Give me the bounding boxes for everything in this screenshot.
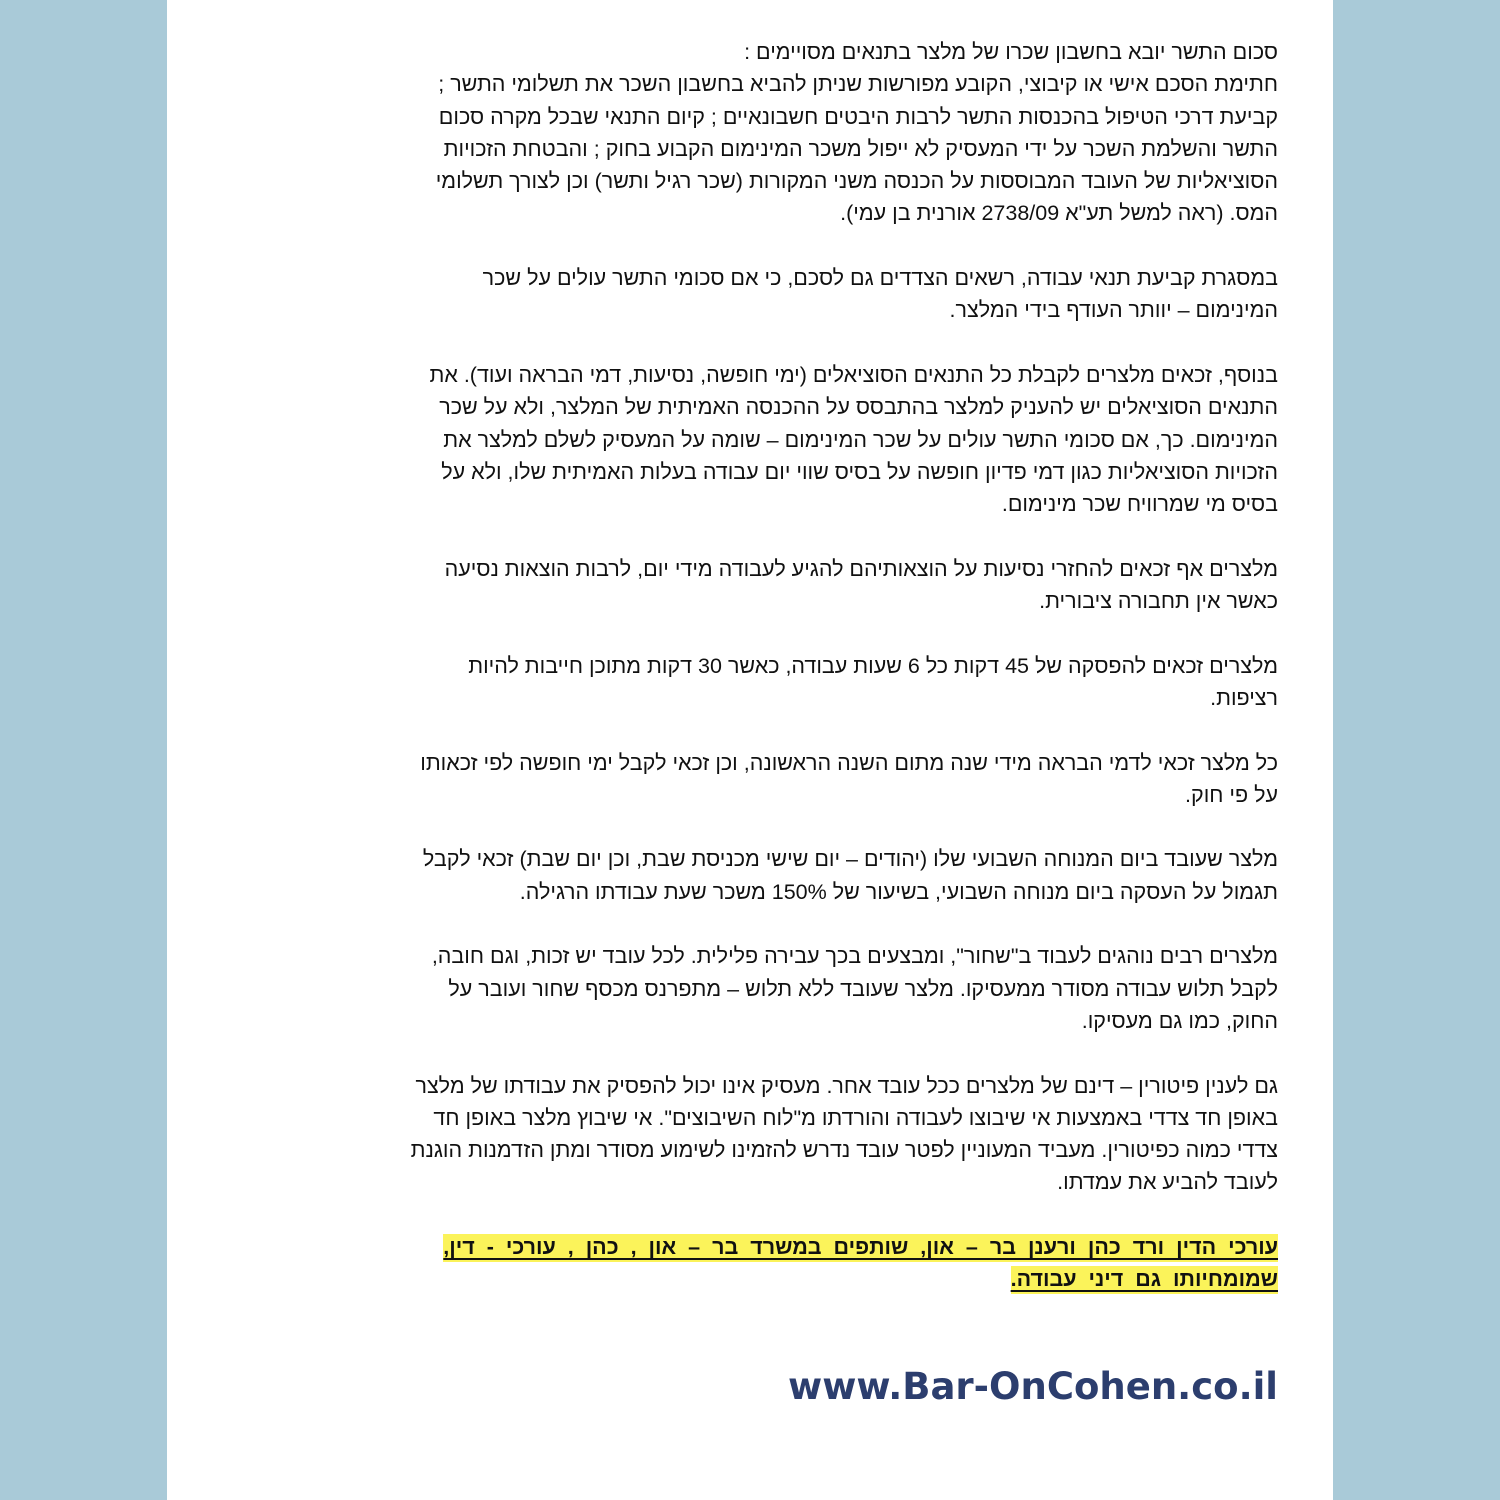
text-line: לקבל תלוש עבודה מסודר ממעסיקו. מלצר שעובד ללא תלוש – מתפרנס מכסף שחור ועובר על	[448, 976, 1278, 1001]
text-line: כאשר אין תחבורה ציבורית.	[1039, 589, 1278, 614]
document-body	[218, 36, 1278, 1296]
paragraph-weekly-rest	[218, 843, 1278, 908]
highlighted-text: עורכי הדין ורד כהן ורענן בר – און, שותפים במשרד בר – און , כהן , עורכי - דין,	[443, 1234, 1278, 1262]
paragraph-convalescence	[218, 747, 1278, 812]
text-line: בסיס מי שמרוויח שכר מינימום.	[1001, 492, 1278, 517]
author-credit-line	[218, 1263, 1278, 1295]
text-line: רציפות.	[1210, 685, 1278, 710]
text-line: במסגרת קביעת תנאי עבודה, רשאים הצדדים גם לסכם, כי אם סכומי התשר עולים על שכר	[482, 266, 1278, 291]
paragraph-pay-slip	[218, 940, 1278, 1037]
website-link[interactable]: www.Bar-OnCohen.co.il	[788, 1365, 1278, 1408]
paragraph-travel	[218, 553, 1278, 618]
text-line: תגמול על העסקה ביום מנוחה השבועי, בשיעור של 150% משכר שעת עבודתו הרגילה.	[519, 879, 1278, 904]
document-page	[167, 0, 1333, 1500]
paragraph-dismissal	[218, 1070, 1278, 1199]
text-line: החוק, כמו גם מעסיקו.	[1081, 1008, 1278, 1033]
text-line: התשר והשלמת השכר על ידי המעסיק לא ייפול משכר המינימום הקבוע בחוק ; והבטחת הזכויות	[443, 136, 1278, 161]
text-line: קביעת דרכי הטיפול בהכנסות התשר לרבות היבטים חשבונאיים ; קיום התנאי שבכל מקרה סכום	[438, 104, 1278, 129]
text-line: מלצרים זכאים להפסקה של 45 דקות כל 6 שעות עבודה, כאשר 30 דקות מתוכן חייבות להיות	[468, 653, 1278, 678]
text-line: המינימום. כך, אם סכומי התשר עולים על שכר המינימום – שומה על המעסיק לשלם למלצר את	[443, 427, 1278, 452]
text-line: בנוסף, זכאים מלצרים לקבלת כל התנאים הסוציאלים (ימי חופשה, נסיעות, דמי הבראה ועוד). את	[429, 362, 1278, 387]
text-line: כל מלצר זכאי לדמי הבראה מידי שנה מתום השנה הראשונה, וכן זכאי לקבל ימי חופשה לפי זכאותו	[420, 750, 1278, 775]
paragraph-work-terms	[218, 262, 1278, 327]
author-credit-line	[218, 1231, 1278, 1263]
text-line: המס. (ראה למשל תע"א 2738/09 אורנית בן עמי).	[840, 201, 1278, 226]
text-line: הזכויות הסוציאליות כגון דמי פדיון חופשה על בסיס שווי יום עבודה בעלות האמיתית שלו, ולא על	[441, 459, 1278, 484]
text-line: גם לענין פיטורין – דינם של מלצרים ככל עובד אחר. מעסיק אינו יכול להפסיק את עבודתו של מלצר	[415, 1073, 1278, 1098]
paragraph-breaks	[218, 650, 1278, 715]
text-line: צדדי כמוה כפיטורין. מעביד המעוניין לפטר עובד נדרש להזמינו לשימוע מסודר ומתן הזדמנות הוגנת	[410, 1138, 1278, 1163]
text-line: מלצרים רבים נוהגים לעבוד ב"שחור", ומבצעים בכך עבירה פלילית. לכל עובד יש זכות, וגם חובה,	[431, 944, 1278, 969]
text-line: מלצרים אף זכאים להחזרי נסיעות על הוצאותיהם להגיע לעבודה מידי יום, לרבות הוצאות נסיעה	[444, 556, 1278, 581]
text-line: לעובד להביע את עמדתו.	[1057, 1170, 1278, 1195]
text-line: חתימת הסכם אישי או קיבוצי, הקובע מפורשות שניתן להביא בחשבון השכר את תשלומי התשר ;	[438, 72, 1278, 97]
paragraph-tip-conditions	[218, 36, 1278, 230]
text-line: על פי חוק.	[1185, 782, 1278, 807]
text-line: מלצר שעובד ביום המנוחה השבועי שלו (יהודים – יום שישי מכניסת שבת, וכן יום שבת) זכאי לקבל	[422, 847, 1278, 872]
text-line: באופן חד צדדי באמצעות אי שיבוצו לעבודה והורדתו מ"לוח השיבוצים". אי שיבוץ מלצר באופן חד	[433, 1105, 1278, 1130]
text-line: הסוציאליות של העובד המבוססות על הכנסה משני המקורות (שכר רגיל ותשר) וכן לצורך תשלומי	[435, 169, 1278, 194]
text-line: סכום התשר יובא בחשבון שכרו של מלצר בתנאים מסויימים :	[744, 40, 1278, 64]
text-line: המינימום – יוותר העודף בידי המלצר.	[949, 298, 1278, 323]
author-credit	[218, 1231, 1278, 1296]
highlighted-text: שמומחיותו גם דיני עבודה.	[1011, 1266, 1278, 1294]
text-line: התנאים הסוציאלים יש להעניק למלצר בהתבסס על ההכנסה האמיתית של המלצר, ולא על שכר	[439, 395, 1278, 420]
paragraph-social-benefits	[218, 359, 1278, 520]
